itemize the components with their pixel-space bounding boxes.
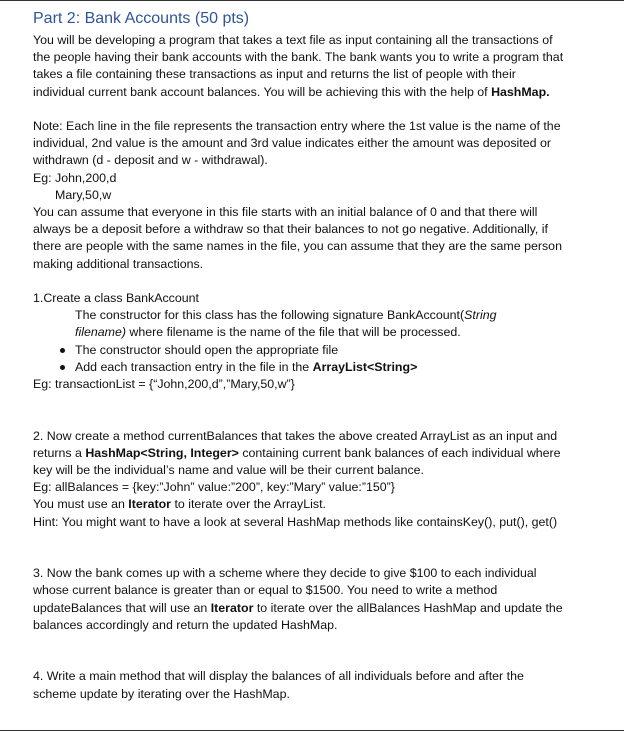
step-2-hint: Hint: You might want to have a look at several HashMap methods like containsKey(), put(), get()	[33, 514, 558, 529]
note-line: withdrawn (d - deposit and w - withdrawal).	[33, 153, 268, 168]
constructor-text: where filename is the name of the file that will be processed.	[125, 325, 461, 340]
page-title: Part 2: Bank Accounts (50 pts)	[33, 10, 250, 27]
note-paragraph	[33, 118, 608, 273]
step-1-bullet-1: The constructor should open the appropriate file	[33, 342, 608, 359]
step-2-line	[33, 445, 608, 462]
intro-last-text: individual current bank account balances. You will be achieving this with the help of	[33, 84, 492, 99]
note-example-2: Mary,50,w	[55, 187, 112, 202]
assume-line: You can assume that everyone in this file starts with an initial balance of 0 and that there will	[33, 205, 538, 220]
step-1-bullet-2	[33, 359, 608, 376]
assignment-body	[33, 32, 608, 703]
step-2-text: to iterate over the ArrayList.	[171, 497, 326, 512]
step-3-section	[33, 565, 608, 634]
step-4-section	[33, 668, 608, 702]
constructor-text: The constructor for this class has the following signature BankAccount(	[75, 308, 465, 323]
step-2-line: key will be the individual’s name and value will be their current balance.	[33, 463, 424, 478]
step-4-line: scheme update by iterating over the HashMap.	[33, 686, 290, 701]
step-3-line: whose current balance is greater than or equal to $1500. You need to write a method	[33, 583, 498, 598]
note-example-1: Eg: John,200,d	[33, 170, 117, 185]
step-2-example: Eg: allBalances = {key:”John” value:”200”, key:”Mary” value:”150”}	[33, 480, 395, 495]
note-line: Note: Each line in the file represents the transaction entry where the 1st value is the name of the	[33, 119, 561, 133]
constructor-italic: String	[464, 308, 497, 323]
intro-line: You will be developing a program that takes a text file as input containing all the transactions of	[33, 33, 553, 47]
iterator-bold: Iterator	[128, 497, 171, 512]
step-3-text: to iterate over the allBalances HashMap and update the	[253, 600, 563, 615]
arraylist-bold: ArrayList<String>	[312, 359, 418, 374]
step-4-line: 4. Write a main method that will display the balances of all individuals before and after the	[33, 669, 524, 684]
step-2-text: returns a	[33, 445, 86, 460]
step-1-heading: 1.Create a class BankAccount	[33, 291, 199, 306]
iterator-bold: Iterator	[210, 600, 254, 615]
step-3-text: updateBalances that will use an	[33, 600, 211, 615]
intro-line: takes a file containing these transactions as input and returns the list of people with their	[33, 67, 516, 82]
step-1-constructor-line1	[33, 307, 608, 324]
intro-paragraph	[33, 32, 608, 101]
step-1-section	[33, 290, 608, 393]
assume-line: there are people with the same names in the file, you can assume that they are the same person	[33, 239, 562, 254]
intro-line: the people having their bank accounts with the bank. The bank wants you to write a program that	[33, 50, 564, 65]
step-3-line	[33, 600, 608, 617]
step-2-text: You must use an	[33, 497, 129, 512]
step-2-line: 2. Now create a method currentBalances that takes the above created ArrayList as an input and	[33, 428, 558, 443]
constructor-italic: filename)	[75, 325, 126, 340]
step-3-line: 3. Now the bank comes up with a scheme where they decide to give $100 to each individual	[33, 566, 537, 581]
step-2-iterator-line	[33, 496, 608, 513]
assume-line: always be a deposit before a withdraw so that their balances to not go negative. Additionally, if	[33, 222, 548, 237]
step-2-text: containing current bank balances of each individual where	[238, 445, 561, 460]
step-1-constructor-line2	[33, 324, 608, 341]
intro-line	[33, 84, 608, 101]
step-3-line: balances accordingly and return the updated HashMap.	[33, 617, 338, 632]
bullet-text: Add each transaction entry in the file in the	[75, 359, 313, 374]
step-2-section	[33, 428, 608, 531]
hashmap-type-bold: HashMap<String, Integer>	[85, 445, 239, 460]
intro-hashmap-bold: HashMap.	[491, 84, 550, 99]
note-line: individual, 2nd value is the amount and 3rd value indicates either the amount was deposited or	[33, 136, 551, 151]
step-1-example: Eg: transactionList = {“John,200,d”,”Mary,50,w”}	[33, 377, 295, 392]
assume-line: making additional transactions.	[33, 256, 204, 271]
